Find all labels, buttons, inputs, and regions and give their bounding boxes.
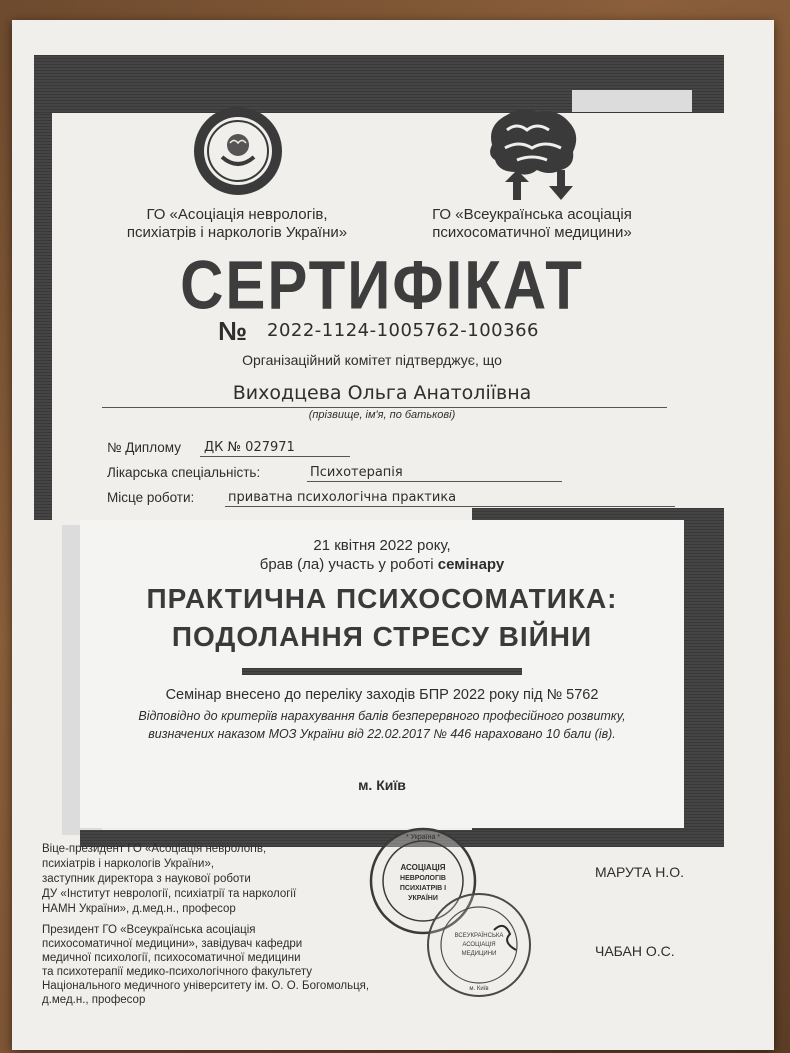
svg-text:УКРАЇНИ: УКРАЇНИ bbox=[408, 895, 438, 902]
seminar-date: 21 квітня 2022 року, bbox=[313, 537, 451, 554]
association-seal-logo bbox=[192, 105, 284, 197]
workplace-label: Місце роботи: bbox=[107, 490, 195, 505]
specialty-label: Лікарська спеціальність: bbox=[107, 465, 261, 480]
left-block1-line: заступник директора з наукової роботи bbox=[42, 873, 251, 885]
diploma-underline bbox=[200, 456, 350, 457]
left-block2-line: Національного медичного університету ім. О. О. Богомольця, bbox=[42, 980, 370, 992]
left-block2-line: психосоматичної медицини», завідувач кафедри bbox=[42, 938, 303, 950]
signer1-name: МАРУТА Н.О. bbox=[595, 864, 685, 880]
workplace-value: приватна психологічна практика bbox=[228, 490, 457, 505]
diploma-label: № Диплому bbox=[107, 440, 181, 455]
criteria-line1: Відповідно до критеріїв нарахування балів безперервного професійного розвитку, bbox=[138, 709, 626, 723]
participation-prefix: брав (ла) участь у роботі bbox=[259, 556, 434, 573]
bpr-line: Семінар внесено до переліку заходів БПР 2022 року під № 5762 bbox=[165, 687, 599, 703]
confirm-text: Організаційний комітет підтверджує, що bbox=[242, 352, 502, 368]
svg-text:НЕВРОЛОГІВ: НЕВРОЛОГІВ bbox=[400, 875, 446, 882]
svg-text:ПСИХІАТРІВ І: ПСИХІАТРІВ І bbox=[399, 885, 447, 892]
specialty-underline bbox=[307, 481, 562, 482]
title-divider bbox=[242, 668, 522, 675]
seminar-title-line1: ПРАКТИЧНА ПСИХОСОМАТИКА: bbox=[146, 583, 618, 614]
certificate-number: 2022-1124-1005762-100366 bbox=[267, 320, 539, 341]
criteria-line2: визначених наказом МОЗ України від 22.02.2017 № 446 нараховано 10 бали (ів). bbox=[148, 727, 616, 741]
participation-bold: семінару bbox=[437, 556, 505, 573]
number-symbol: № bbox=[218, 316, 247, 346]
workplace-underline bbox=[225, 506, 675, 507]
left-org-line2: психіатрів і наркологів України» bbox=[126, 224, 348, 241]
left-block1-line: НАМН України», д.мед.н., професор bbox=[42, 903, 236, 915]
left-block2-line: д.мед.н., професор bbox=[42, 994, 146, 1006]
left-block1-line: психіатрів і наркологів України», bbox=[42, 858, 215, 870]
participation-line bbox=[162, 556, 602, 573]
svg-text:АСОЦІАЦІЯ: АСОЦІАЦІЯ bbox=[462, 942, 496, 948]
certificate-title: СЕРТИФІКАТ bbox=[180, 246, 584, 324]
svg-text:ВСЕУКРАЇНСЬКА: ВСЕУКРАЇНСЬКА bbox=[454, 933, 504, 939]
diploma-value: ДК № 027971 bbox=[204, 440, 295, 455]
left-signature-block1 bbox=[42, 842, 412, 917]
psychosomatic-stamp bbox=[424, 890, 534, 1000]
city: м. Київ bbox=[358, 777, 406, 793]
svg-text:м. Київ: м. Київ bbox=[469, 986, 489, 992]
left-strip bbox=[34, 113, 52, 520]
name-underline bbox=[102, 407, 667, 408]
svg-text:МЕДИЦИНИ: МЕДИЦИНИ bbox=[461, 951, 497, 957]
participant-name: Виходцева Ольга Анатоліївна bbox=[232, 382, 532, 404]
top-band-notch bbox=[572, 90, 692, 112]
svg-text:АСОЦІАЦІЯ: АСОЦІАЦІЯ bbox=[400, 863, 446, 872]
left-block2-line: медичної психології, психосоматичної медицини bbox=[42, 952, 301, 964]
left-org-line1: ГО «Асоціація неврологів, bbox=[146, 206, 328, 223]
specialty-value: Психотерапія bbox=[310, 465, 403, 480]
brain-logo bbox=[477, 100, 587, 205]
signer2-name: ЧАБАН О.С. bbox=[595, 943, 675, 959]
name-hint: (прізвище, ім'я, по батькові) bbox=[308, 409, 456, 421]
left-block2-line: Президент ГО «Всеукраїнська асоціація bbox=[42, 924, 256, 936]
left-block2-line: та психотерапії медико-психологічного факультету bbox=[42, 966, 312, 978]
right-org-line1: ГО «Всеукраїнська асоціація bbox=[432, 206, 632, 223]
right-org-line2: психосоматичної медицини» bbox=[432, 224, 632, 241]
left-block1-line: ДУ «Інститут неврології, психіатрії та наркології bbox=[42, 888, 297, 900]
svg-text:* Україна *: * Україна * bbox=[405, 834, 441, 841]
left-block1-line: Віце-президент ГО «Асоціація неврологів, bbox=[42, 843, 267, 855]
seminar-title-line2: ПОДОЛАННЯ СТРЕСУ ВІЙНИ bbox=[171, 621, 593, 652]
certificate-paper bbox=[12, 20, 774, 1050]
